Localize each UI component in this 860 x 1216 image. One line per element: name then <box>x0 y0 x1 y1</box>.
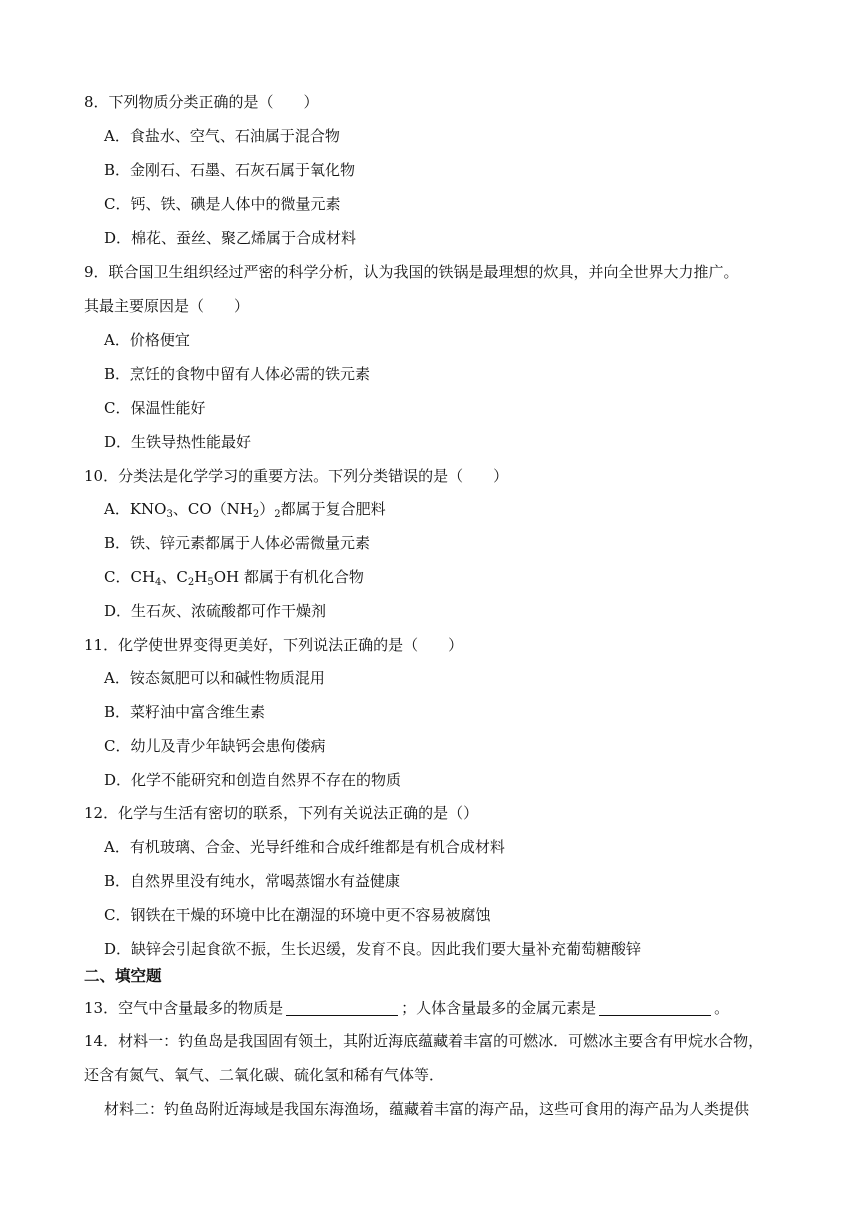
question-12-option-d: D．缺锌会引起食欲不振，生长迟缓，发育不良。因此我们要大量补充葡萄糖酸锌 <box>104 940 642 958</box>
question-9-stem-continued: 其最主要原因是（ ） <box>84 297 250 315</box>
question-14-line-2: 还含有氮气、氧气、二氧化碳、硫化氢和稀有气体等． <box>84 1066 445 1084</box>
question-12-option-c: C．钢铁在干燥的环境中比在潮湿的环境中更不容易被腐蚀 <box>104 906 491 924</box>
question-8-option-c: C．钙、铁、碘是人体中的微量元素 <box>104 195 341 213</box>
question-8-option-d: D．棉花、蚕丝、聚乙烯属于合成材料 <box>104 229 357 247</box>
question-9-option-d: D．生铁导热性能最好 <box>104 433 252 451</box>
question-14-line-1: 14．材料一：钓鱼岛是我国固有领土，其附近海底蕴藏着丰富的可燃冰．可燃冰主要含有甲烷水合物， <box>84 1032 764 1050</box>
section-title-fill-in: 二、填空题 <box>84 966 162 985</box>
question-11-stem: 11．化学使世界变得更美好，下列说法正确的是（ ） <box>84 636 464 654</box>
question-10-option-b: B．铁、锌元素都属于人体必需微量元素 <box>104 534 371 552</box>
question-11-option-a: A．铵态氮肥可以和碱性物质混用 <box>104 669 325 687</box>
question-10-option-d: D．生石灰、浓硫酸都可作干燥剂 <box>104 602 327 620</box>
question-12-option-b: B．自然界里没有纯水，常喝蒸馏水有益健康 <box>104 872 401 890</box>
question-12-option-a: A．有机玻璃、合金、光导纤维和合成纤维都是有机合成材料 <box>104 838 505 856</box>
question-10-option-a: A．$KNO_3$、$CO(NH_2)_2$都属于复合肥料 <box>104 500 386 520</box>
question-8-option-b: B．金刚石、石墨、石灰石属于氧化物 <box>104 161 356 179</box>
answer-blank-2[interactable] <box>599 999 711 1016</box>
question-11-option-b: B．菜籽油中富含维生素 <box>104 703 266 721</box>
question-11-option-d: D．化学不能研究和创造自然界不存在的物质 <box>104 771 402 789</box>
question-10-stem: 10．分类法是化学学习的重要方法。下列分类错误的是（ ） <box>84 467 509 485</box>
question-8-option-a: A．食盐水、空气、石油属于混合物 <box>104 127 340 145</box>
question-11-option-c: C．幼儿及青少年缺钙会患佝偻病 <box>104 737 326 755</box>
question-9-option-c: C．保温性能好 <box>104 399 206 417</box>
question-9-stem: 9．联合国卫生组织经过严密的科学分析，认为我国的铁锅是最理想的炊具，并向全世界大力推广。 <box>84 263 739 281</box>
question-14-line-3: 材料二：钓鱼岛附近海域是我国东海渔场，蕴藏着丰富的海产品，这些可食用的海产品为人类提供 <box>104 1100 750 1118</box>
question-13: 13．空气中含量最多的物质是 ；人体含量最多的金属元素是 。 <box>84 999 730 1017</box>
question-10-option-c: C．$CH_4$、$C_2H_5OH$ 都属于有机化合物 <box>104 568 364 588</box>
question-9-option-b: B．烹饪的食物中留有人体必需的铁元素 <box>104 365 371 383</box>
question-8-stem: 8．下列物质分类正确的是（ ） <box>84 93 319 111</box>
answer-blank-1[interactable] <box>286 999 398 1016</box>
question-12-stem: 12．化学与生活有密切的联系，下列有关说法正确的是（） <box>84 804 479 822</box>
question-9-option-a: A．价格便宜 <box>104 331 190 349</box>
